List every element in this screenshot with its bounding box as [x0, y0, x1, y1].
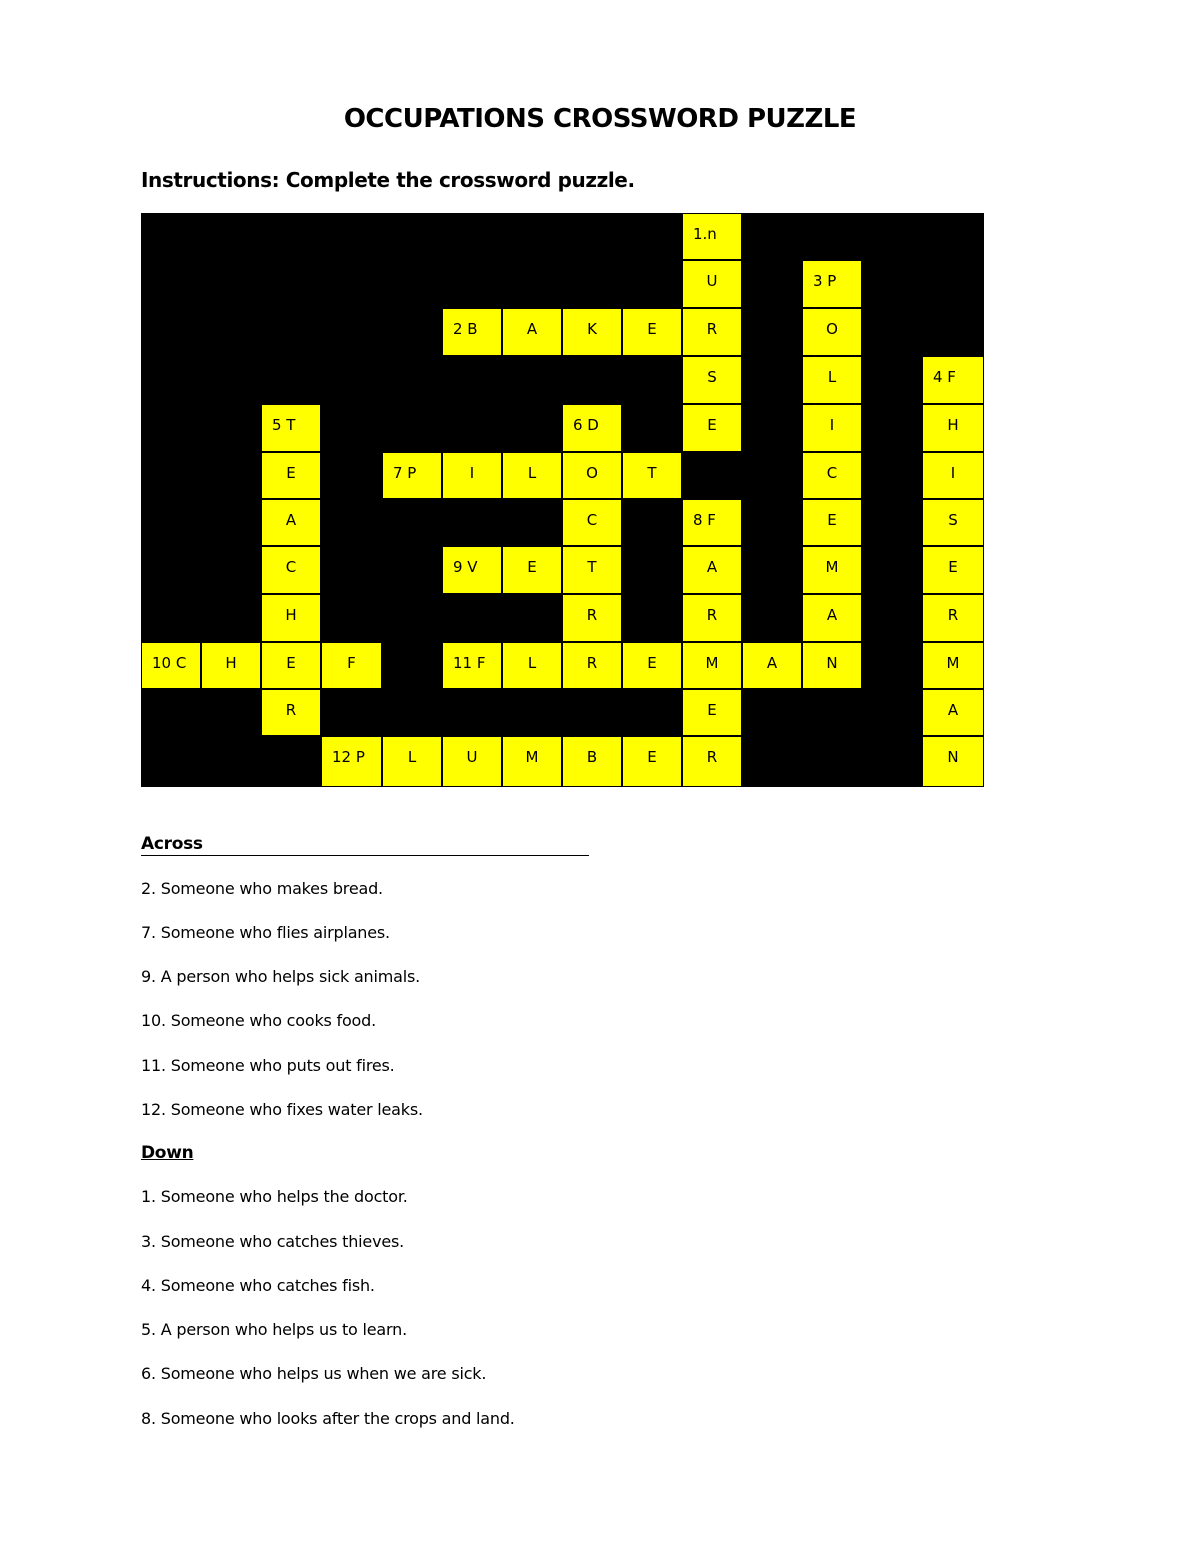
- crossword-cell: M: [922, 642, 984, 689]
- crossword-cell: C: [802, 452, 862, 499]
- crossword-cell: A: [502, 308, 562, 356]
- crossword-cell: I: [442, 452, 502, 499]
- crossword-grid: [141, 213, 984, 787]
- crossword-cell: 4 F: [922, 356, 984, 404]
- crossword-cell: O: [562, 452, 622, 499]
- crossword-cell: A: [682, 546, 742, 594]
- down-clue: 3. Someone who catches thieves.: [141, 1232, 405, 1251]
- down-clue: 4. Someone who catches fish.: [141, 1276, 375, 1295]
- crossword-cell: R: [682, 594, 742, 642]
- crossword-cell: E: [682, 404, 742, 452]
- crossword-cell: 1.n: [682, 213, 742, 260]
- crossword-cell: E: [622, 308, 682, 356]
- crossword-cell: E: [922, 546, 984, 594]
- crossword-cell: M: [802, 546, 862, 594]
- crossword-cell: E: [261, 452, 321, 499]
- crossword-cell: B: [562, 736, 622, 787]
- crossword-cell: R: [562, 594, 622, 642]
- across-clue: 2. Someone who makes bread.: [141, 879, 383, 898]
- crossword-cell: L: [502, 452, 562, 499]
- across-clue: 7. Someone who flies airplanes.: [141, 923, 390, 942]
- crossword-cell: 10 C: [141, 642, 201, 689]
- crossword-cell: I: [802, 404, 862, 452]
- down-clue: 8. Someone who looks after the crops and land.: [141, 1409, 515, 1428]
- crossword-cell: A: [261, 499, 321, 546]
- crossword-cell: L: [802, 356, 862, 404]
- crossword-cell: L: [382, 736, 442, 787]
- crossword-cell: R: [261, 689, 321, 736]
- crossword-cell: H: [261, 594, 321, 642]
- crossword-cell: U: [442, 736, 502, 787]
- crossword-cell: H: [201, 642, 261, 689]
- crossword-cell: 7 P: [382, 452, 442, 499]
- down-heading: Down: [141, 1143, 194, 1163]
- crossword-cell: M: [502, 736, 562, 787]
- crossword-cell: E: [622, 736, 682, 787]
- crossword-cell: R: [562, 642, 622, 689]
- crossword-cell: 11 F: [442, 642, 502, 689]
- crossword-cell: T: [622, 452, 682, 499]
- crossword-cell: 12 P: [321, 736, 382, 787]
- crossword-cell: R: [922, 594, 984, 642]
- crossword-cell: M: [682, 642, 742, 689]
- crossword-cell: 2 B: [442, 308, 502, 356]
- crossword-cell: E: [261, 642, 321, 689]
- instructions-text: Instructions: Complete the crossword puzzle.: [141, 168, 635, 192]
- crossword-cell: T: [562, 546, 622, 594]
- crossword-cell: E: [622, 642, 682, 689]
- crossword-cell: E: [802, 499, 862, 546]
- across-clue: 11. Someone who puts out fires.: [141, 1056, 395, 1075]
- down-clue: 1. Someone who helps the doctor.: [141, 1187, 408, 1206]
- across-clue: 9. A person who helps sick animals.: [141, 967, 421, 986]
- crossword-cell: C: [261, 546, 321, 594]
- crossword-cell: A: [802, 594, 862, 642]
- crossword-cell: F: [321, 642, 382, 689]
- crossword-cell: A: [742, 642, 802, 689]
- crossword-cell: 8 F: [682, 499, 742, 546]
- crossword-cell: C: [562, 499, 622, 546]
- crossword-cell: 5 T: [261, 404, 321, 452]
- down-clue: 6. Someone who helps us when we are sick.: [141, 1364, 487, 1383]
- crossword-cell: 3 P: [802, 260, 862, 308]
- crossword-cell: O: [802, 308, 862, 356]
- crossword-cell: S: [922, 499, 984, 546]
- across-clue: 12. Someone who fixes water leaks.: [141, 1100, 423, 1119]
- page-title: OCCUPATIONS CROSSWORD PUZZLE: [343, 104, 857, 134]
- crossword-cell: I: [922, 452, 984, 499]
- crossword-cell: E: [682, 689, 742, 736]
- crossword-cell: N: [802, 642, 862, 689]
- crossword-cell: R: [682, 736, 742, 787]
- crossword-cell: K: [562, 308, 622, 356]
- crossword-cell: S: [682, 356, 742, 404]
- crossword-cell: A: [922, 689, 984, 736]
- crossword-cell: N: [922, 736, 984, 787]
- crossword-cell: 6 D: [562, 404, 622, 452]
- across-clue: 10. Someone who cooks food.: [141, 1011, 376, 1030]
- crossword-cell: R: [682, 308, 742, 356]
- crossword-cell: E: [502, 546, 562, 594]
- crossword-cell: 9 V: [442, 546, 502, 594]
- crossword-cell: L: [502, 642, 562, 689]
- crossword-cell: H: [922, 404, 984, 452]
- across-heading: Across: [141, 834, 589, 856]
- crossword-cell: U: [682, 260, 742, 308]
- down-clue: 5. A person who helps us to learn.: [141, 1320, 407, 1339]
